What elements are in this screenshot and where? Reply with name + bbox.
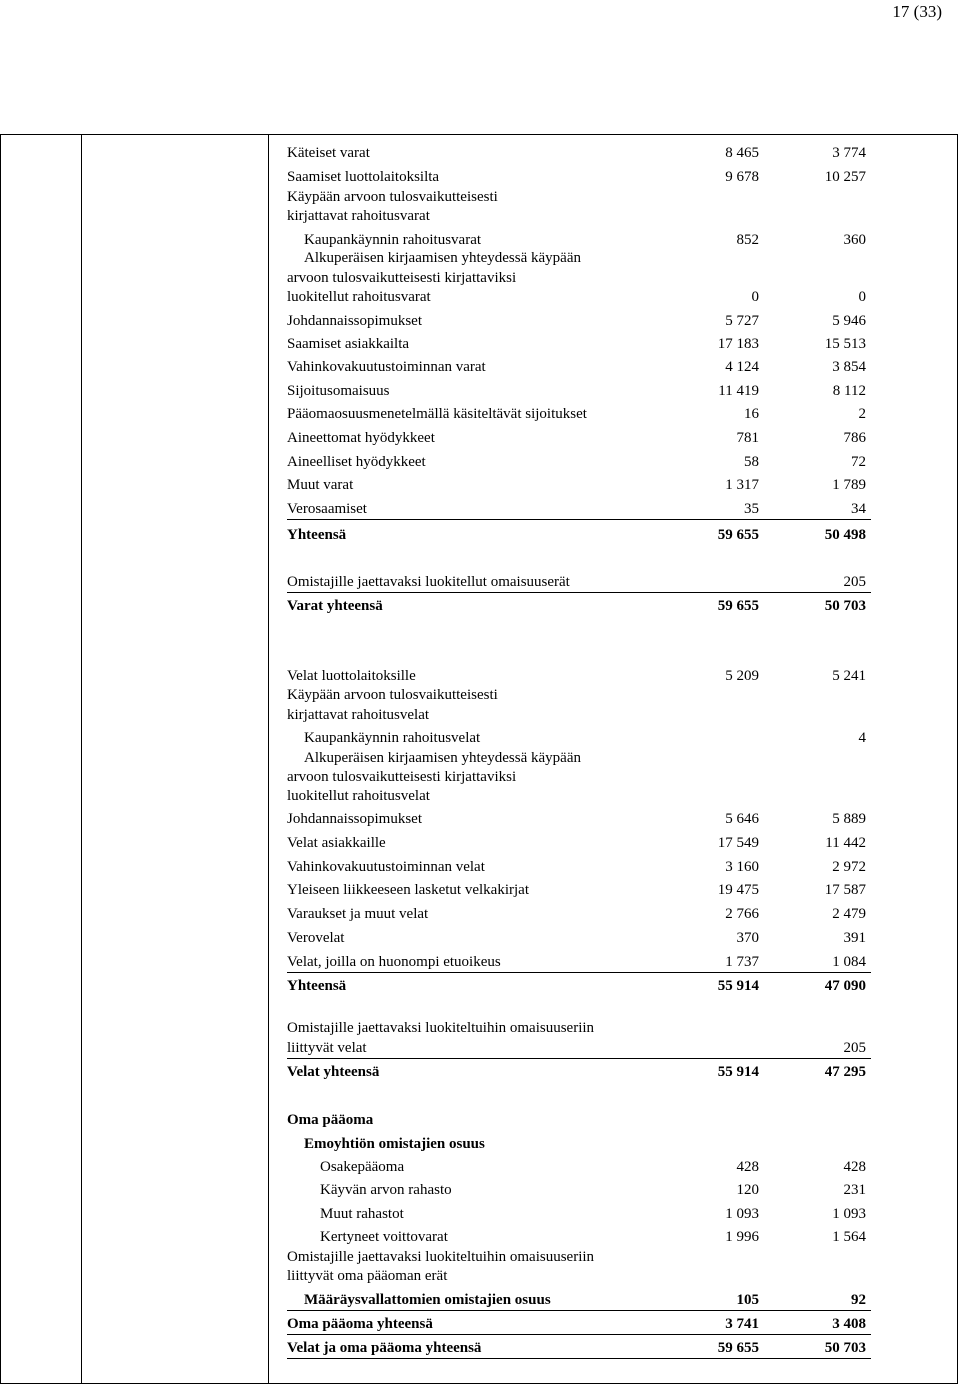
value-previous-year: 428 (843, 1159, 866, 1175)
value-current-year: 59 655 (717, 527, 759, 543)
table-row (287, 311, 871, 331)
row-label: Velat, joilla on huonompi etuoikeus (287, 954, 501, 970)
value-previous-year: 2 (858, 406, 866, 422)
row-label: luokitellut rahoitusvelat (287, 788, 430, 804)
row-label: liittyvät oma pääoman erät (287, 1268, 448, 1284)
value-previous-year: 50 703 (824, 598, 866, 614)
value-previous-year: 1 084 (832, 954, 866, 970)
value-current-year: 5 727 (725, 313, 759, 329)
table-row (287, 268, 871, 288)
page-number: 17 (33) (892, 2, 942, 21)
table-row (287, 1227, 871, 1247)
value-previous-year: 5 241 (832, 668, 866, 684)
table-row (287, 357, 871, 377)
value-previous-year: 47 090 (824, 978, 866, 994)
row-label: Aineelliset hyödykkeet (287, 454, 426, 470)
row-label: Määräysvallattomien omistajien osuus (304, 1292, 551, 1308)
row-label: Velat asiakkaille (287, 835, 386, 851)
row-label: Verosaamiset (287, 501, 367, 517)
row-label: Velat yhteensä (287, 1064, 380, 1080)
table-row (287, 1062, 871, 1082)
value-current-year: 55 914 (717, 978, 759, 994)
value-current-year: 1 317 (725, 477, 759, 493)
value-current-year: 16 (744, 406, 759, 422)
value-current-year: 120 (736, 1182, 759, 1198)
table-row (287, 809, 871, 829)
table-row (287, 428, 871, 448)
table-row (287, 1134, 871, 1154)
value-current-year: 59 655 (717, 598, 759, 614)
value-current-year: 17 549 (717, 835, 759, 851)
row-label: Kertyneet voittovarat (320, 1229, 448, 1245)
table-row (287, 1180, 871, 1200)
row-label: Vahinkovakuutustoiminnan velat (287, 859, 485, 875)
value-previous-year: 10 257 (824, 169, 866, 185)
value-current-year: 3 160 (725, 859, 759, 875)
value-previous-year: 2 479 (832, 906, 866, 922)
table-row (287, 452, 871, 472)
value-current-year: 1 093 (725, 1206, 759, 1222)
row-label: Omistajille jaettavaksi luokiteltuihin omaisuuseriin (287, 1249, 595, 1265)
value-previous-year: 3 408 (832, 1316, 866, 1332)
value-current-year: 17 183 (717, 336, 759, 352)
value-current-year: 0 (751, 289, 759, 305)
row-label: Saamiset luottolaitoksilta (287, 169, 440, 185)
value-previous-year: 3 774 (832, 145, 866, 161)
row-label: Emoyhtiön omistajien osuus (304, 1136, 485, 1152)
value-current-year: 370 (736, 930, 759, 946)
value-previous-year: 1 093 (832, 1206, 866, 1222)
table-row (287, 928, 871, 948)
table-row (287, 596, 871, 616)
value-previous-year: 72 (851, 454, 866, 470)
row-label: Johdannaissopimukset (287, 313, 422, 329)
value-previous-year: 1 564 (832, 1229, 866, 1245)
row-label: Pääomaosuusmenetelmällä käsiteltävät sijoitukset (287, 406, 587, 422)
value-current-year: 428 (736, 1159, 759, 1175)
table-row (287, 1204, 871, 1224)
table-row (287, 187, 871, 207)
row-label: Omistajille jaettavaksi luokitellut omaisuuserät (287, 574, 570, 590)
table-row (287, 880, 871, 900)
value-current-year: 19 475 (717, 882, 759, 898)
value-previous-year: 5 946 (832, 313, 866, 329)
value-previous-year: 205 (843, 1040, 866, 1056)
table-row (287, 685, 871, 705)
table-row (287, 904, 871, 924)
table-row (287, 767, 871, 787)
table-row (287, 786, 871, 806)
row-label: Aineettomat hyödykkeet (287, 430, 435, 446)
value-previous-year: 205 (843, 574, 866, 590)
value-current-year: 2 766 (725, 906, 759, 922)
value-previous-year: 34 (851, 501, 866, 517)
table-row (287, 705, 871, 725)
table-row (287, 572, 871, 593)
value-current-year: 105 (736, 1292, 759, 1308)
value-current-year: 59 655 (717, 1340, 759, 1356)
value-current-year: 5 646 (725, 811, 759, 827)
table-row (287, 1314, 871, 1335)
row-label: arvoon tulosvaikutteisesti kirjattaviksi (287, 270, 517, 286)
table-row (287, 499, 871, 520)
row-label: Johdannaissopimukset (287, 811, 422, 827)
row-label: Oma pääoma yhteensä (287, 1316, 433, 1332)
value-previous-year: 391 (843, 930, 866, 946)
row-label: Oma pääoma (287, 1112, 374, 1128)
value-current-year: 58 (744, 454, 759, 470)
value-current-year: 1 737 (725, 954, 759, 970)
table-row (287, 287, 871, 307)
row-label: luokitellut rahoitusvarat (287, 289, 431, 305)
row-label: Osakepääoma (320, 1159, 405, 1175)
value-previous-year: 5 889 (832, 811, 866, 827)
value-previous-year: 47 295 (824, 1064, 866, 1080)
table-row (287, 1110, 871, 1130)
row-label: kirjattavat rahoitusvelat (287, 707, 430, 723)
table-row (287, 1266, 871, 1286)
row-label: Yhteensä (287, 978, 347, 994)
table-row (287, 334, 871, 354)
value-previous-year: 786 (843, 430, 866, 446)
row-label: Käyvän arvon rahasto (320, 1182, 452, 1198)
table-row (287, 1038, 871, 1059)
row-label: Alkuperäisen kirjaamisen yhteydessä käypään (304, 250, 581, 266)
table-row (287, 748, 871, 768)
row-label: liittyvät velat (287, 1040, 367, 1056)
value-previous-year: 2 972 (832, 859, 866, 875)
value-previous-year: 231 (843, 1182, 866, 1198)
table-row (287, 381, 871, 401)
value-current-year: 3 741 (725, 1316, 759, 1332)
column-divider (81, 135, 82, 1383)
row-label: Käteiset varat (287, 145, 370, 161)
row-label: Alkuperäisen kirjaamisen yhteydessä käypään (304, 750, 581, 766)
value-current-year: 55 914 (717, 1064, 759, 1080)
row-label: Omistajille jaettavaksi luokiteltuihin omaisuuseriin (287, 1020, 595, 1036)
value-current-year: 8 465 (725, 145, 759, 161)
row-label: Yhteensä (287, 527, 347, 543)
table-row (287, 206, 871, 226)
column-divider (268, 135, 269, 1383)
value-previous-year: 17 587 (824, 882, 866, 898)
row-label: Käypään arvoon tulosvaikutteisesti (287, 189, 498, 205)
table-row (287, 728, 871, 748)
value-previous-year: 11 442 (825, 835, 866, 851)
value-previous-year: 3 854 (832, 359, 866, 375)
row-label: Kaupankäynnin rahoitusvelat (304, 730, 481, 746)
value-current-year: 11 419 (718, 383, 759, 399)
row-label: Muut rahastot (320, 1206, 404, 1222)
row-label: Velat ja oma pääoma yhteensä (287, 1340, 482, 1356)
table-row (287, 666, 871, 686)
row-label: Varat yhteensä (287, 598, 383, 614)
value-current-year: 781 (736, 430, 759, 446)
value-previous-year: 360 (843, 232, 866, 248)
table-row (287, 1157, 871, 1177)
value-current-year: 1 996 (725, 1229, 759, 1245)
row-label: Muut varat (287, 477, 354, 493)
table-row (287, 248, 871, 268)
table-row (287, 143, 871, 163)
value-previous-year: 1 789 (832, 477, 866, 493)
row-label: Velat luottolaitoksille (287, 668, 416, 684)
table-row (287, 1290, 871, 1311)
row-label: Yleiseen liikkeeseen lasketut velkakirjat (287, 882, 529, 898)
table-row (287, 1018, 871, 1038)
row-label: arvoon tulosvaikutteisesti kirjattaviksi (287, 769, 517, 785)
row-label: Saamiset asiakkailta (287, 336, 410, 352)
table-row (287, 833, 871, 853)
row-label: Varaukset ja muut velat (287, 906, 429, 922)
value-previous-year: 4 (858, 730, 866, 746)
value-current-year: 852 (736, 232, 759, 248)
value-previous-year: 50 498 (824, 527, 866, 543)
table-row (287, 525, 871, 545)
table-row (287, 857, 871, 877)
row-label: Käypään arvoon tulosvaikutteisesti (287, 687, 498, 703)
table-row (287, 167, 871, 187)
value-previous-year: 92 (851, 1292, 866, 1308)
value-current-year: 5 209 (725, 668, 759, 684)
row-label: Sijoitusomaisuus (287, 383, 390, 399)
table-row (287, 404, 871, 424)
value-current-year: 9 678 (725, 169, 759, 185)
value-previous-year: 50 703 (824, 1340, 866, 1356)
table-row (287, 230, 871, 250)
value-current-year: 4 124 (725, 359, 759, 375)
row-label: Vahinkovakuutustoiminnan varat (287, 359, 486, 375)
table-row (287, 976, 871, 996)
value-current-year: 35 (744, 501, 759, 517)
table-row (287, 1247, 871, 1267)
table-row (287, 952, 871, 973)
table-row (287, 475, 871, 495)
row-label: Kaupankäynnin rahoitusvarat (304, 232, 482, 248)
value-previous-year: 15 513 (824, 336, 866, 352)
row-label: kirjattavat rahoitusvarat (287, 208, 430, 224)
table-row (287, 1338, 871, 1359)
value-previous-year: 0 (858, 289, 866, 305)
value-previous-year: 8 112 (832, 383, 866, 399)
row-label: Verovelat (287, 930, 345, 946)
